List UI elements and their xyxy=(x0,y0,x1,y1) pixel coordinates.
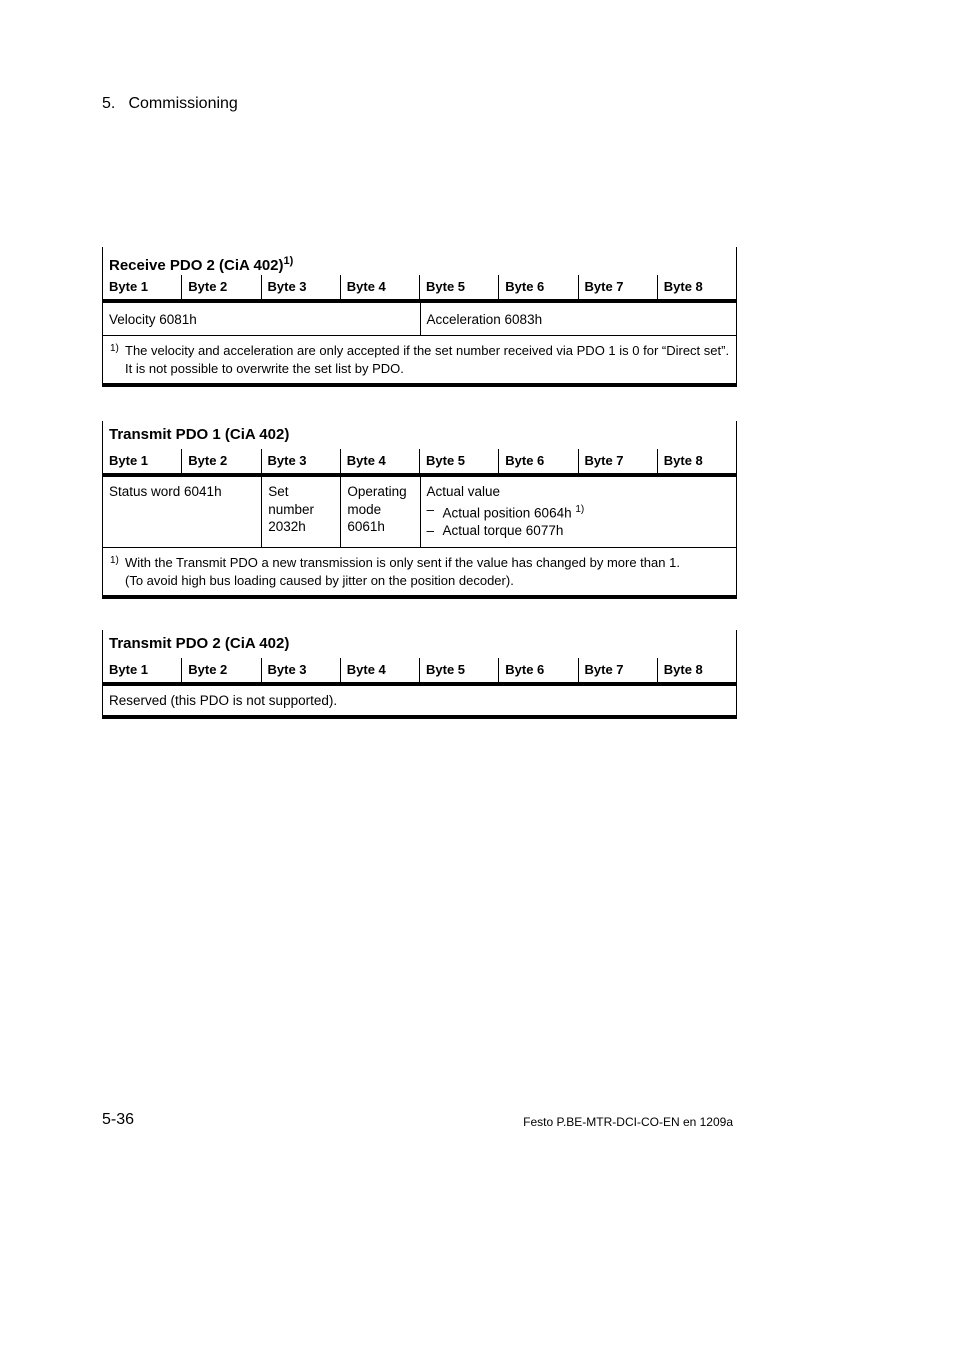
transmit-pdo2-table xyxy=(102,630,737,719)
byte-header-row xyxy=(103,449,736,477)
list-item xyxy=(427,522,731,540)
byte-header: Byte 3 xyxy=(261,658,340,682)
byte-header: Byte 3 xyxy=(261,449,340,473)
byte-header: Byte 5 xyxy=(419,449,498,473)
list-item-text: Actual position 6064h xyxy=(442,505,572,520)
page-number: 5-36 xyxy=(102,1111,135,1128)
list-dash: – xyxy=(426,522,435,538)
byte-header: Byte 2 xyxy=(181,449,260,473)
actual-value-label: Actual value xyxy=(426,484,501,499)
footnote-text: The velocity and acceleration are only accepted if the set number received via PDO 1 is 0 for “Direct set”. It is not possible to overwrite the set list by PDO. xyxy=(125,343,730,376)
list-footnote-ref: 1) xyxy=(575,503,585,515)
table-title: Receive PDO 2 (CiA 402)$^{1)}$ xyxy=(109,255,294,274)
chapter-title: Commissioning xyxy=(128,95,238,112)
byte-header: Byte 4 xyxy=(340,449,419,473)
document-imprint: Festo P.BE-MTR-DCI-CO-EN en 1209a xyxy=(523,1115,733,1129)
footnote-mark: 1) xyxy=(110,555,119,566)
byte-header: Byte 1 xyxy=(109,453,149,468)
status-word-cell: Status word 6041h xyxy=(109,484,222,499)
byte-header: Byte 8 xyxy=(657,449,736,473)
byte-header: Byte 2 xyxy=(181,275,260,299)
byte-header: Byte 7 xyxy=(578,449,657,473)
velocity-cell: Velocity 6081h xyxy=(109,312,197,327)
byte-header: Byte 8 xyxy=(657,275,736,299)
footnote-text-line1: With the Transmit PDO a new transmission is only sent if the value has changed by more than 1. xyxy=(125,555,680,570)
set-number-cell: Set number 2032h xyxy=(261,477,340,547)
table-row xyxy=(103,477,736,548)
receive-pdo2-table xyxy=(102,247,737,387)
title-footnote-ref: 1) xyxy=(283,255,294,267)
byte-header: Byte 4 xyxy=(340,275,419,299)
byte-header: Byte 6 xyxy=(498,658,577,682)
transmit-pdo1-table xyxy=(102,421,737,599)
byte-header: Byte 6 xyxy=(498,275,577,299)
table-footnote xyxy=(103,336,736,387)
table-title: Transmit PDO 1 (CiA 402) xyxy=(109,426,290,443)
byte-header-row xyxy=(103,658,736,686)
operating-mode-cell: Operating mode 6061h xyxy=(340,477,419,547)
table-row xyxy=(103,686,736,719)
byte-header: Byte 7 xyxy=(578,658,657,682)
byte-header: Byte 1 xyxy=(109,662,149,677)
byte-header-row xyxy=(103,275,736,303)
list-item-text: Actual torque 6077h xyxy=(442,522,564,538)
table-title: Transmit PDO 2 (CiA 402) xyxy=(109,635,290,652)
list-item xyxy=(427,501,731,522)
chapter-header xyxy=(102,95,238,113)
byte-header: Byte 2 xyxy=(181,658,260,682)
table-footnote xyxy=(103,548,736,599)
byte-header: Byte 1 xyxy=(109,279,149,294)
byte-header: Byte 6 xyxy=(498,449,577,473)
footnote-text-line2: (To avoid high bus loading caused by jitter on the position decoder). xyxy=(125,573,514,588)
footnote-mark: 1) xyxy=(110,343,119,354)
byte-header: Byte 5 xyxy=(419,658,498,682)
list-dash: – xyxy=(426,501,435,517)
actual-value-cell xyxy=(420,477,737,547)
acceleration-cell: Acceleration 6083h xyxy=(420,303,737,335)
byte-header: Byte 7 xyxy=(578,275,657,299)
reserved-cell: Reserved (this PDO is not supported). xyxy=(109,693,338,708)
byte-header: Byte 3 xyxy=(261,275,340,299)
chapter-number: 5. xyxy=(102,95,116,112)
byte-header: Byte 5 xyxy=(419,275,498,299)
byte-header: Byte 8 xyxy=(657,658,736,682)
table-row xyxy=(103,303,736,336)
byte-header: Byte 4 xyxy=(340,658,419,682)
